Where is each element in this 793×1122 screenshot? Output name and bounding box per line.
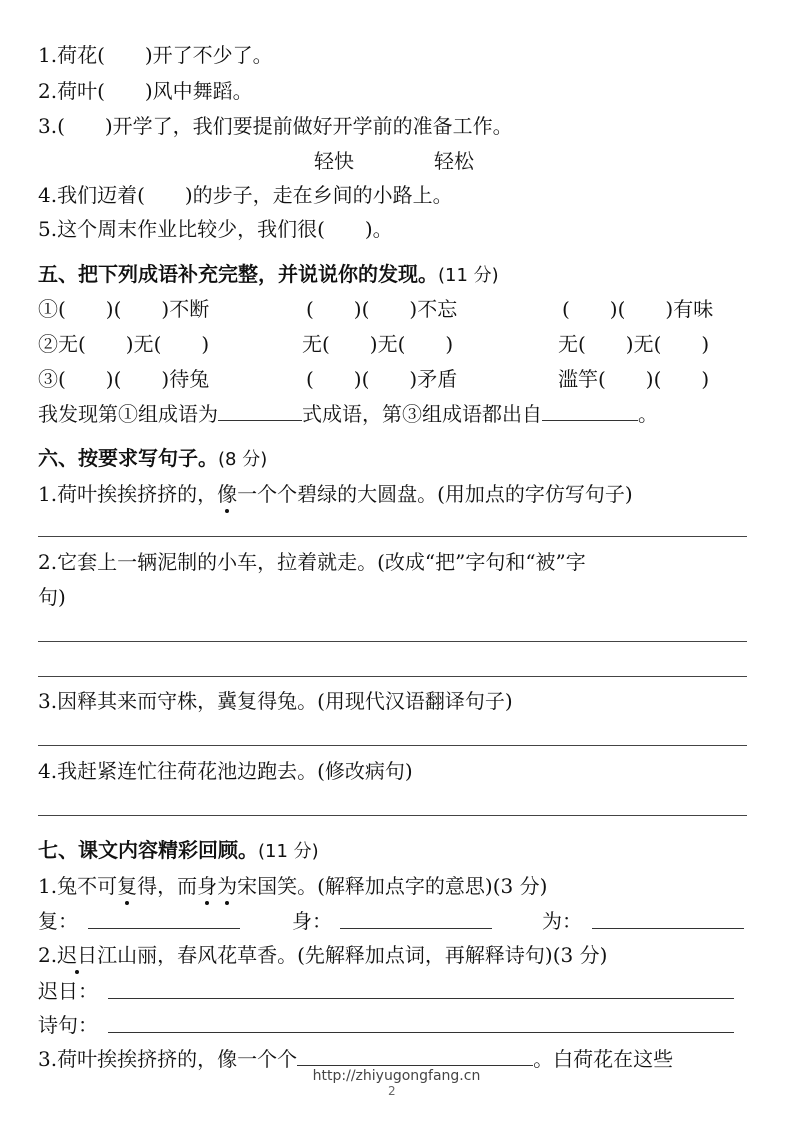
fill-item-4: 4.我们迈着( )的步子，走在乡间的小路上。 <box>38 183 453 207</box>
answer-line-s6-2b[interactable] <box>38 676 747 677</box>
idiom-1-b: ( )( )不忘 <box>306 297 458 321</box>
s6-question-3: 3.因释其来而守株，冀复得兔。(用现代汉语翻译句子) <box>38 689 513 713</box>
idiom-3-c: 滥竽( )( ) <box>558 367 710 391</box>
section-7-title: 七、课文内容精彩回顾。 <box>38 838 258 862</box>
section-6-heading <box>38 445 755 473</box>
answer-blank-wei[interactable] <box>592 910 744 929</box>
answer-line-s6-3[interactable] <box>38 745 747 746</box>
answer-line-s6-4[interactable] <box>38 815 747 816</box>
idiom-1-a: ①( )( )不断 <box>38 297 210 321</box>
fill-item-1: 1.荷花( )开了不少了。 <box>38 43 273 67</box>
label-poem: 诗句： <box>38 1013 98 1037</box>
fill-item-5: 5.这个周末作业比较少，我们很( )。 <box>38 217 393 241</box>
answer-blank-source[interactable] <box>542 402 638 421</box>
s7-q1-text-1: 1.兔不可 <box>38 874 118 898</box>
s6-question-2-line-1: 2.它套上一辆泥制的小车，拉着就走。(改成“把”字句和“被”字 <box>38 550 586 574</box>
s6-question-4: 4.我赶紧连忙往荷花池边跑去。(修改病句) <box>38 759 413 783</box>
s6-q1-text-a: 1.荷叶挨挨挤挤的， <box>38 482 218 506</box>
s6-q1-text-b: 一个个碧绿的大圆盘。(用加点的字仿写句子) <box>237 482 633 506</box>
answer-blank-fu[interactable] <box>88 910 240 929</box>
answer-blank-chiri[interactable] <box>108 980 734 999</box>
s6-q1-dotted-char: 像 <box>217 482 238 506</box>
s7-q1-dotted-fu: 复 <box>117 874 138 898</box>
fill-item-3: 3.( )开学了，我们要提前做好开学前的准备工作。 <box>38 114 513 138</box>
answer-line-s6-2a[interactable] <box>38 641 747 642</box>
section-7-score: (11 分) <box>258 841 319 862</box>
s7-q2-text: 江山丽，春风花草香。(先解释加点词，再解释诗句)(3 分) <box>97 943 608 967</box>
section-5-heading <box>38 261 755 289</box>
label-shen: 身： <box>292 909 332 933</box>
section-6-title: 六、按要求写句子。 <box>38 446 218 470</box>
s6-question-1 <box>38 481 755 507</box>
s6-question-2-line-2: 句) <box>38 585 66 609</box>
option-qingsong: 轻松 <box>434 149 474 173</box>
s7-q1-text-3: 宋国笑。(解释加点字的意思)(3 分) <box>237 874 548 898</box>
idiom-2-c: 无( )无( ) <box>558 332 710 356</box>
idiom-2-b: 无( )无( ) <box>302 332 454 356</box>
s7-q3-text-a: 3.荷叶挨挨挤挤的，像一个个 <box>38 1047 298 1071</box>
footer-url: http://zhiyugongfang.cn <box>312 1068 481 1084</box>
discovery-text-c: 。 <box>638 402 658 426</box>
discovery-text-a: 我发现第①组成语为 <box>38 402 218 426</box>
section-5-score: (11 分) <box>438 265 499 286</box>
idiom-3-b: ( )( )矛盾 <box>306 367 458 391</box>
fill-item-2: 2.荷叶( )风中舞蹈。 <box>38 79 253 103</box>
option-qingkuai: 轻快 <box>314 149 354 173</box>
answer-blank-s7-3[interactable] <box>297 1047 533 1066</box>
s7-question-1 <box>38 873 755 899</box>
s7-q1-dotted-wei: 为 <box>217 874 238 898</box>
s7-q2-dotted-chiri: 迟日 <box>57 943 98 967</box>
answer-line-s6-1[interactable] <box>38 536 747 537</box>
discovery-line <box>38 401 755 427</box>
idiom-3-a: ③( )( )待兔 <box>38 367 210 391</box>
label-chiri: 迟日： <box>38 979 98 1003</box>
idiom-2-a: ②无( )无( ) <box>38 332 210 356</box>
s7-question-2: 2.迟日江山丽，春风花草香。(先解释加点词，再解释诗句)(3 分) <box>38 943 608 967</box>
page-number: 2 <box>388 1084 396 1098</box>
answer-blank-poem[interactable] <box>108 1014 734 1033</box>
idiom-1-c: ( )( )有味 <box>562 297 714 321</box>
s7-q1-dotted-shen: 身 <box>197 874 218 898</box>
label-wei: 为： <box>542 909 582 933</box>
answer-blank-shen[interactable] <box>340 910 492 929</box>
discovery-text-b: 式成语，第③组成语都出自 <box>302 402 542 426</box>
section-6-score: (8 分) <box>218 449 268 470</box>
s7-q1-text-2: 得，而 <box>137 874 198 898</box>
section-5-title: 五、把下列成语补充完整，并说说你的发现。 <box>38 262 438 286</box>
label-fu: 复： <box>38 909 78 933</box>
section-7-heading <box>38 837 755 865</box>
s7-q3-text-b: 。白荷花在这些 <box>533 1047 674 1071</box>
answer-blank-pattern[interactable] <box>218 402 302 421</box>
